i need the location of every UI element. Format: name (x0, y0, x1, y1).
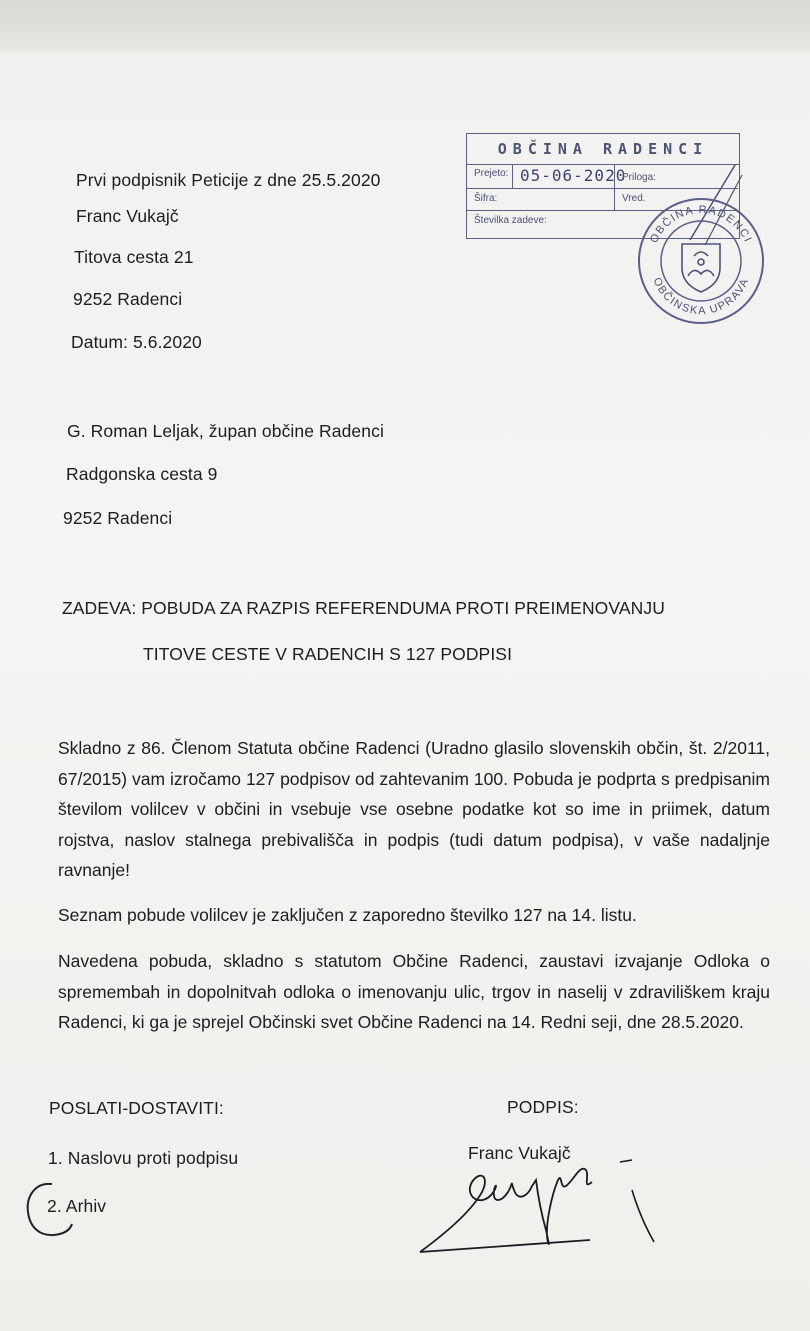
stamp-received-date: 05-06-2020 (520, 166, 627, 185)
svg-text:OBČINA RADENCI (648, 204, 754, 245)
subject-line-2: TITOVE CESTE V RADENCIH S 127 PODPISI (143, 644, 513, 664)
recipient-street: Radgonska cesta 9 (66, 464, 218, 484)
sender-city: 9252 Radenci (73, 289, 183, 309)
stamp-received-label: Prejeto: (474, 168, 509, 179)
stamp-title: OBČINA RADENCI (467, 134, 739, 165)
seal-top-text: OBČINA RADENCI (647, 203, 755, 245)
recipient-name: G. Roman Leljak, župan občine Radenci (67, 421, 384, 441)
seal-bottom-text: OBČINSKA UPRAVA (650, 275, 752, 318)
stamp-attachment-label: Priloga: (622, 172, 656, 183)
handwritten-signature (410, 1150, 670, 1260)
distribution-item-2: 2. Arhiv (47, 1196, 107, 1216)
handwritten-circle-mark (22, 1178, 78, 1240)
sender-name: Franc Vukajč (76, 206, 179, 226)
letter-date: Datum: 5.6.2020 (71, 332, 202, 352)
municipal-seal (636, 196, 766, 326)
body-paragraph-3: Navedena pobuda, skladno s statutom Občine Radenci, zaustavi izvajanje Odloka o spremembah in dopolnitvah odloka o imenovanju ulic, trgov in naselij v zdraviliškem kraju Radenci, ki ga je sprejel Občinski svet Občine Radenci na 14. Redni seji, dne 28.5.2020. (58, 951, 770, 1032)
seal-coat-of-arms-icon (682, 244, 720, 292)
sender-street: Titova cesta 21 (74, 247, 194, 267)
stamp-mark-label: Šifra: (474, 193, 498, 204)
sender-petition-line: Prvi podpisnik Peticije z dne 25.5.2020 (76, 170, 381, 190)
recipient-city: 9252 Radenci (63, 508, 173, 528)
background-surface (0, 0, 810, 60)
stamp-value-label: Vred. (622, 193, 646, 204)
stamp-case-label: Številka zadeve: (474, 215, 547, 226)
distribution-heading: POSLATI-DOSTAVITI: (49, 1098, 224, 1118)
body-paragraph-1: Skladno z 86. Členom Statuta občine Radenci (Uradno glasilo slovenskih občin, št. 2/2011, 67/2015) vam izročamo 127 podpisov od zahtevanim 100. Pobuda je podprta s predpisanim številom volilcev v občini in vsebuje vse osebne podatke kot so ime in priimek, datum rojstva, naslov stalnega prebivališča in podpis (tudi datum podpisa), v vaše nadaljnje ravnanje! (58, 738, 770, 880)
signer-name: Franc Vukajč (468, 1143, 571, 1163)
subject-line-1: ZADEVA: POBUDA ZA RAZPIS REFERENDUMA PROTI PREIMENOVANJU (62, 598, 665, 618)
signature-heading: PODPIS: (507, 1097, 579, 1117)
distribution-item-1: 1. Naslovu proti podpisu (48, 1148, 239, 1168)
body-paragraph-2: Seznam pobude volilcev je zaključen z zaporedno številko 127 na 14. listu. (58, 905, 637, 925)
